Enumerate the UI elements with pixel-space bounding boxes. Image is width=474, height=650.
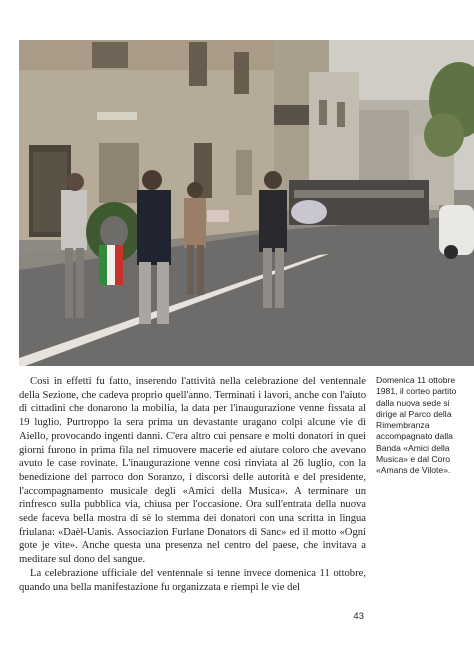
photo-caption: Domenica 11 ottobre 1981, il corteo partito dalla nuova sede si dirige al Parco della Rimembranza accompagnato dalla Banda «Amici della Musica» e dal Coro «Amans de Vilote». <box>376 375 457 476</box>
procession-photo-drawing <box>19 40 474 366</box>
procession-photo <box>19 40 474 366</box>
article-body <box>19 375 366 594</box>
body-paragraph-1: Così in effetti fu fatto, inserendo l'attività nella celebrazione del ventennale della Sezione, che cadeva proprio quell'anno. Terminati i lavori, anche con l'aiuto di cittadini che donarono la mobilia, la data per l'inaugurazione venne fissata al 19 luglio. Purtroppo la sera prima un devastante uragano colpì alcune vie di Aiello, provocando ingenti danni. C'era altro cui pensare e molti donatori in quei giorni furono in prima fila nel rimuovere macerie ed aiutare coloro che avevano avuto le case rovinate. L'inaugurazione venne così rinviata al 26 luglio, con la benedizione del parroco don Soranzo, i discorsi delle autorità e del presidente, l'accompagnamento musicale degli «Amici della Musica». A terminare un rinfresco sulla pubblica via, chiusa per l'occasione. Ora sull'entrata della nuova sede faceva bella mostra di sè lo stemma dei donatori con una scritta in lingua friulana: «Daèl-Uanis. Associazion Furlane Donators di Sanc» ed il motto «Ogni gote je vite». Anche questa una presenza nel centro del paese, che invitava a meditare sul dono del sangue. <box>19 376 366 566</box>
body-paragraph-2: La celebrazione ufficiale del ventennale si tenne invece domenica 11 ottobre, quando una bella manifestazione fu organizzata e riempì le vie del <box>19 567 366 593</box>
page-number: 43 <box>353 611 364 622</box>
